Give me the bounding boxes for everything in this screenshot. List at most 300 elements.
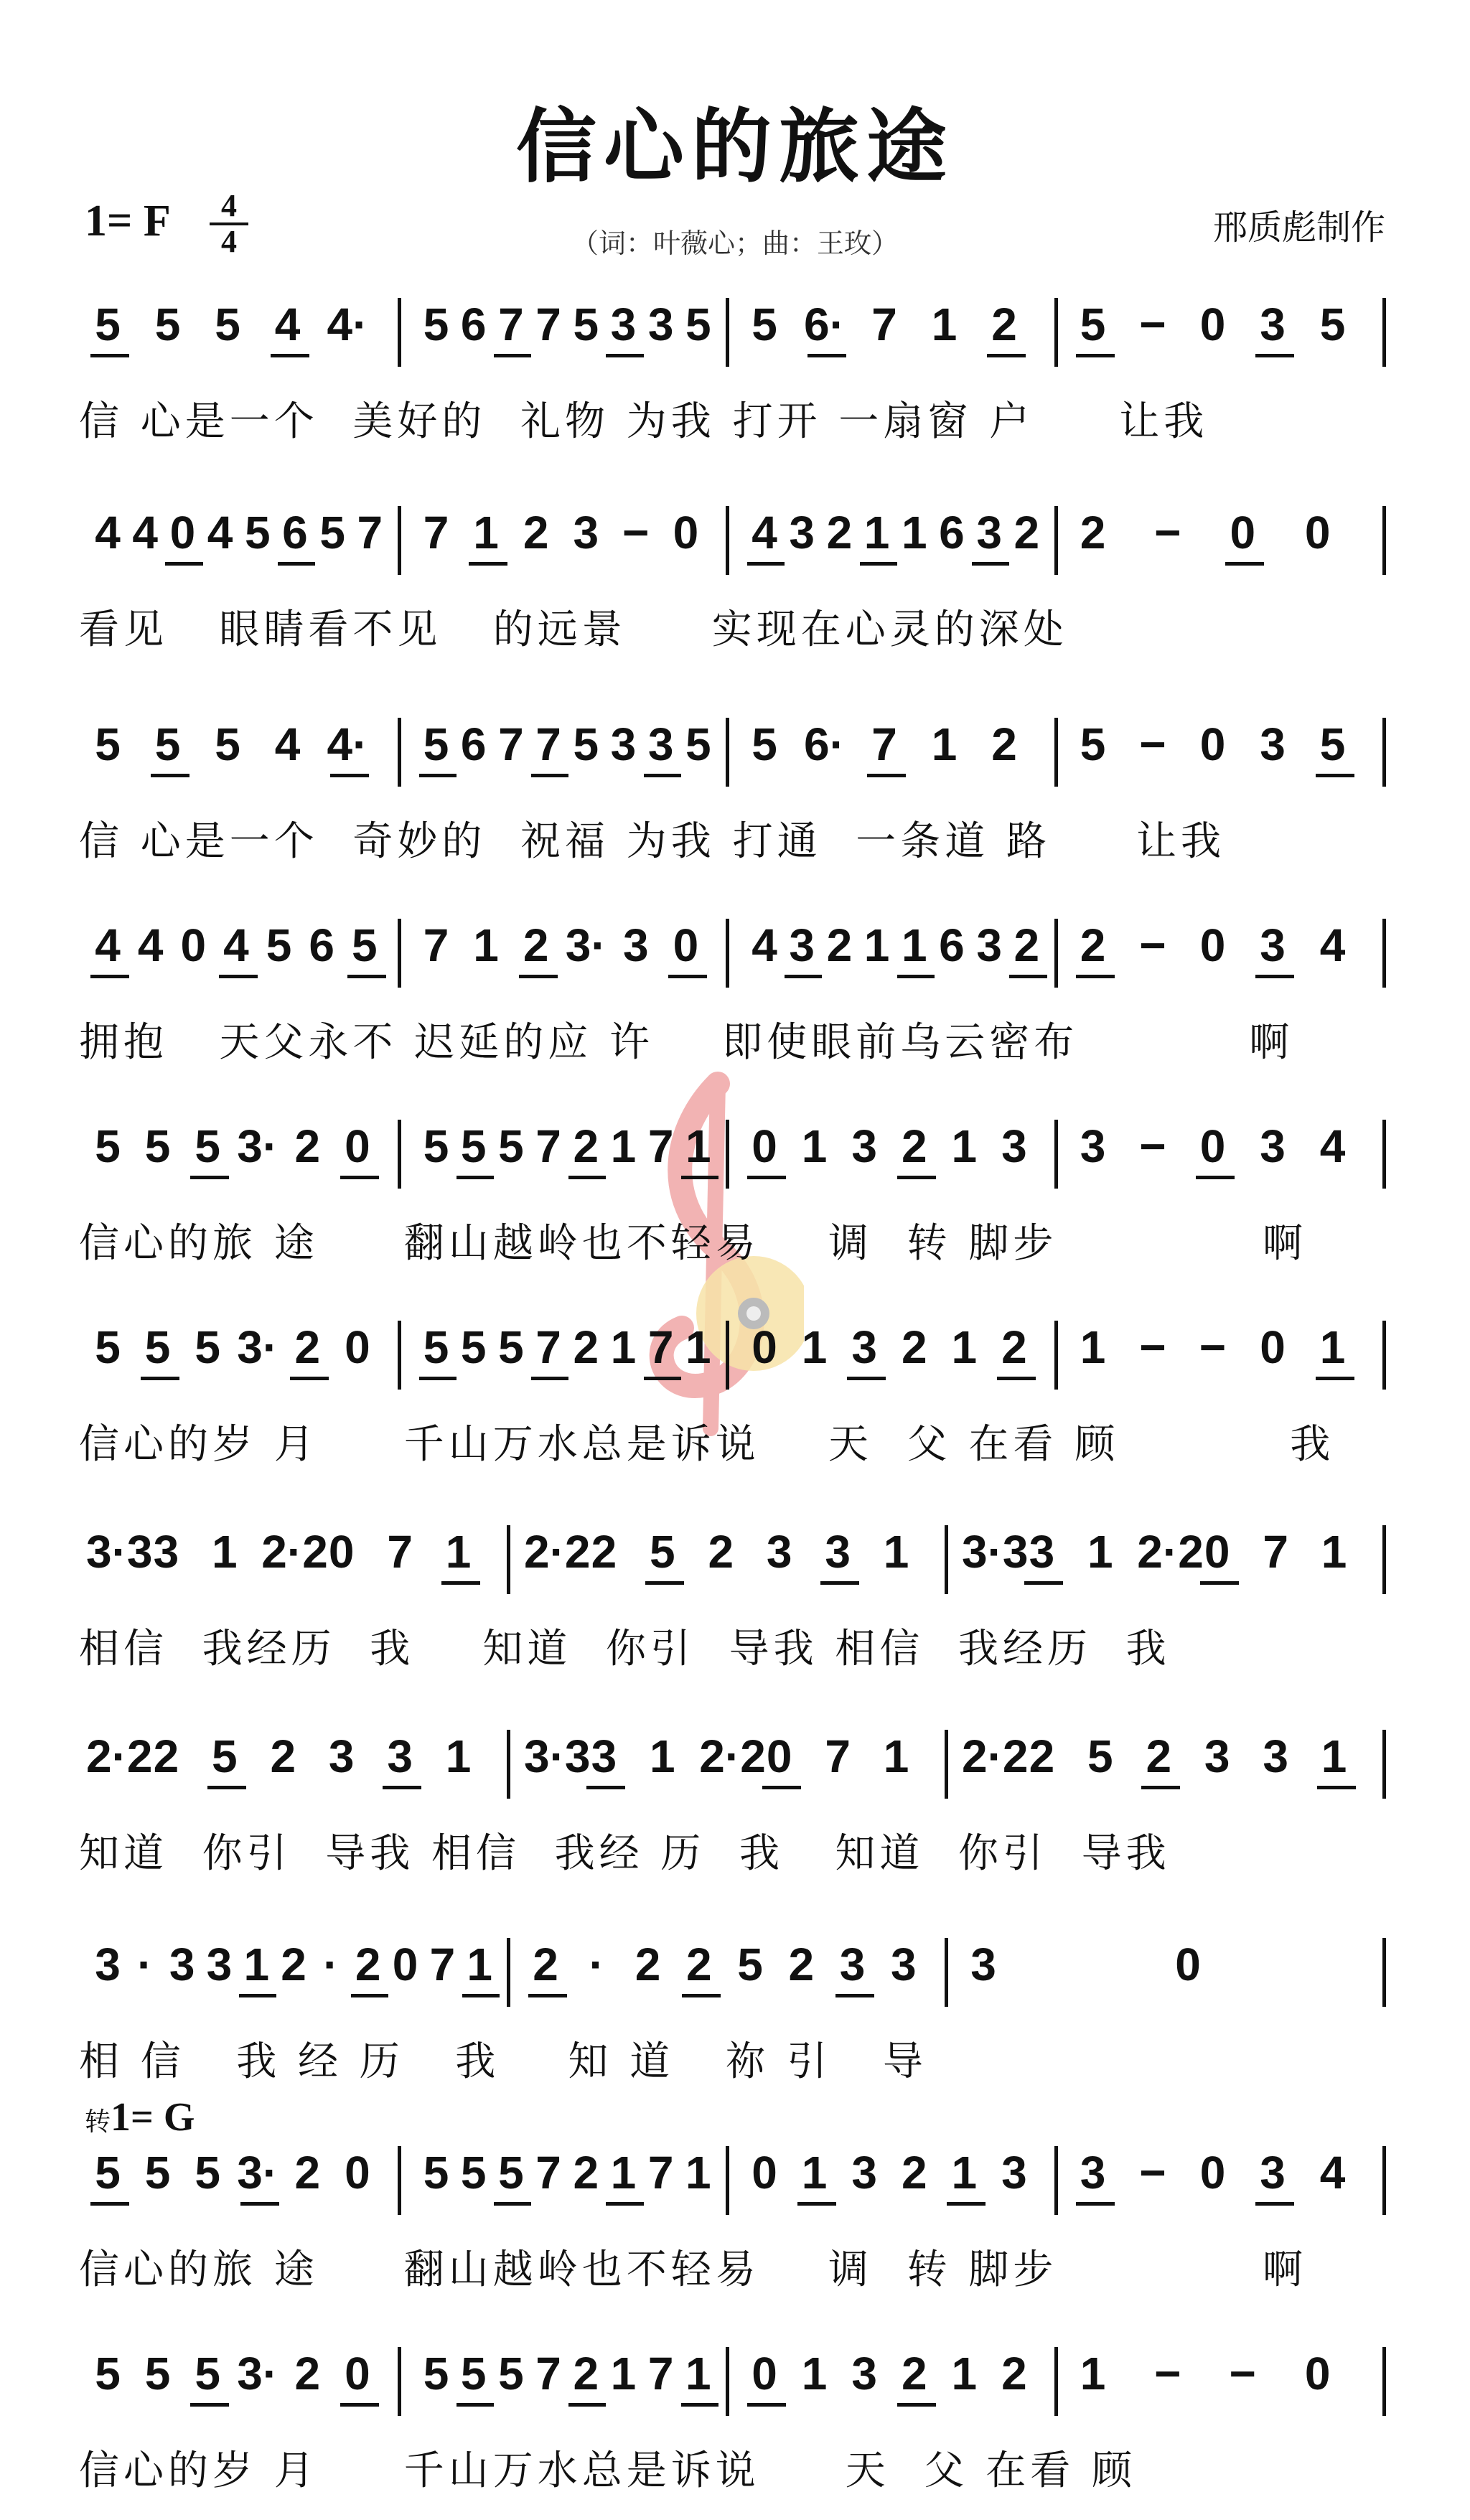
note: 3	[1260, 299, 1286, 350]
note: 5	[212, 1730, 238, 1782]
note: 0	[673, 507, 699, 558]
note: 7	[357, 507, 383, 558]
note: 1	[951, 1120, 978, 1172]
beam-underline	[1317, 1786, 1356, 1789]
barline	[398, 506, 401, 575]
note: 5	[460, 2348, 487, 2399]
note: 3	[789, 507, 815, 558]
note: 1	[1080, 2348, 1106, 2399]
note: 7	[647, 1321, 674, 1373]
note: 3	[647, 299, 674, 350]
note: 7	[535, 299, 561, 350]
lyrics-line: 相信 我经历 我 知道 你引 导我 相信 我经历 我	[79, 1626, 1171, 1672]
note: −	[1139, 299, 1166, 350]
note: 5	[266, 919, 292, 971]
note: 3	[573, 507, 599, 558]
lyrics-line: 信心的岁 月 千山万水总是诉说 天 父 在看 顾 我	[79, 1421, 1335, 1468]
barline	[1054, 1321, 1058, 1390]
note: 4·	[327, 299, 368, 350]
barline	[1382, 2146, 1386, 2215]
note: 5	[423, 299, 449, 350]
lyrics-line: 信心的岁 月 千山万水总是诉说 天 父 在看 顾	[79, 2448, 1137, 2494]
note: 3·3	[86, 1526, 153, 1578]
note: 5	[215, 299, 240, 350]
note: 1	[863, 919, 890, 971]
note: 7	[498, 299, 524, 350]
barline	[726, 1120, 729, 1189]
note: 3	[851, 2348, 877, 2399]
note: 1	[473, 507, 499, 558]
lyrics-line: 信 心是一个 奇妙的 祝福 为我 打通 一条道 路 让我	[79, 818, 1226, 865]
note: 3·	[565, 919, 607, 971]
note: 4	[1319, 1120, 1346, 1172]
note: 5	[752, 299, 777, 350]
note: 3	[1080, 1120, 1106, 1172]
note: 3	[839, 1939, 866, 1990]
barline	[945, 1938, 948, 2007]
note: 7	[647, 2147, 674, 2198]
note: 1	[650, 1730, 675, 1782]
beam-underline	[469, 562, 507, 566]
beam-underline	[462, 1994, 500, 1997]
note: 5	[423, 1321, 449, 1373]
note: 2	[270, 1730, 296, 1782]
notation-row	[79, 1938, 1400, 2024]
beam-underline	[340, 2403, 379, 2407]
notation-row	[79, 1321, 1400, 1407]
beam-underline	[240, 2202, 279, 2206]
barline	[726, 298, 729, 367]
note: 2	[294, 1321, 321, 1373]
note: 2·2	[261, 1526, 328, 1578]
barline	[507, 1525, 510, 1594]
note: 0	[1199, 2147, 1226, 2198]
note: 5	[195, 2348, 220, 2399]
note: 3	[95, 1939, 121, 1990]
note: 2	[901, 1120, 927, 1172]
note: 1	[1321, 1526, 1347, 1578]
notation-row	[79, 298, 1400, 384]
beam-underline	[645, 1581, 684, 1585]
barline	[945, 1730, 948, 1799]
note: 1	[801, 1321, 828, 1373]
note: 5	[95, 1120, 121, 1172]
beam-underline	[207, 1786, 246, 1789]
beam-underline	[1255, 354, 1294, 357]
note: 5	[144, 2348, 171, 2399]
credits: （词：叶薇心；曲：王玫）	[571, 228, 899, 259]
beam-underline	[1009, 975, 1047, 978]
notation-row	[79, 1120, 1400, 1206]
note: 3	[1001, 1120, 1027, 1172]
note: 7	[387, 1526, 413, 1578]
note: 5	[244, 507, 271, 558]
barline	[1054, 2146, 1058, 2215]
time-signature-bottom: 4	[221, 224, 237, 259]
note: 3	[1260, 2147, 1286, 2198]
note: 0	[752, 1120, 777, 1172]
note: 1	[610, 2147, 637, 2198]
barline	[1054, 506, 1058, 575]
note: 0	[345, 2147, 370, 2198]
barline	[1382, 718, 1386, 787]
barline	[726, 1321, 729, 1390]
note: 0	[328, 1526, 355, 1578]
note: 5	[498, 2348, 524, 2399]
note: 0	[1199, 299, 1226, 350]
note: 4	[95, 919, 121, 971]
note: 7	[423, 507, 449, 558]
beam-underline	[568, 1176, 606, 1179]
note: 0	[1230, 507, 1256, 558]
note: 3·	[237, 1120, 278, 1172]
beam-underline	[278, 562, 315, 566]
note: −	[1154, 507, 1181, 558]
note: 7	[647, 2348, 674, 2399]
note: 3	[789, 919, 815, 971]
note: ·	[589, 1939, 604, 1990]
note: 6	[282, 507, 308, 558]
note: 2	[788, 1939, 815, 1990]
beam-underline	[1024, 1581, 1063, 1585]
note: 1	[243, 1939, 270, 1990]
note: 7	[498, 718, 524, 770]
note: 0	[1199, 718, 1226, 770]
note: 2	[533, 1939, 558, 1990]
note: 3·	[237, 1321, 278, 1373]
beam-underline	[528, 1994, 567, 1997]
note: 4	[274, 718, 301, 770]
note: 4	[1319, 919, 1346, 971]
note: 3·	[237, 2348, 278, 2399]
note: 2	[991, 299, 1017, 350]
note: 1	[685, 2147, 711, 2198]
barline	[398, 2146, 401, 2215]
note: 1	[685, 1120, 711, 1172]
note: 5	[1080, 299, 1106, 350]
note: 1	[863, 507, 890, 558]
beam-underline	[330, 774, 369, 777]
note: 5	[685, 299, 711, 350]
barline	[1382, 1938, 1386, 2007]
note: 0	[180, 919, 207, 971]
note: 5	[573, 299, 599, 350]
note: 5	[215, 718, 240, 770]
beam-underline	[90, 354, 129, 357]
beam-underline	[606, 2202, 643, 2206]
note: 3	[610, 718, 637, 770]
lyrics-line: 信心的旅 途 翻山越岭也不轻易 调 转 脚步 啊	[79, 2247, 1308, 2293]
beam-underline	[682, 1994, 721, 1997]
beam-underline	[568, 2403, 606, 2407]
note: 3	[387, 1730, 413, 1782]
note: 2	[573, 2348, 599, 2399]
note: 7	[871, 718, 897, 770]
note: 3	[591, 1730, 617, 1782]
beam-underline	[860, 562, 897, 566]
note: 5	[752, 718, 777, 770]
note: 3·	[237, 2147, 278, 2198]
note: 3	[206, 1939, 233, 1990]
beam-underline	[644, 1377, 681, 1380]
note: 0	[1260, 1321, 1286, 1373]
note: 2	[281, 1939, 306, 1990]
note: −	[622, 507, 650, 558]
beam-underline	[820, 1581, 859, 1585]
note: 2	[523, 507, 549, 558]
notation-row	[79, 2347, 1400, 2433]
beam-underline	[90, 2202, 129, 2206]
note: 2	[573, 2147, 599, 2198]
note: 4	[223, 919, 249, 971]
note: 3·3	[962, 1526, 1029, 1578]
note: 3	[766, 1526, 792, 1578]
barline	[1382, 1525, 1386, 1594]
notation-row	[79, 506, 1400, 592]
note: 5	[95, 1321, 121, 1373]
beam-underline	[1141, 1786, 1180, 1789]
note: 3	[825, 1526, 851, 1578]
barline	[1382, 1321, 1386, 1390]
beam-underline	[867, 774, 906, 777]
note: 3	[328, 1730, 355, 1782]
note: 5	[144, 1321, 171, 1373]
note: 5	[195, 1120, 220, 1172]
note: 4	[132, 507, 158, 558]
beam-underline	[747, 2403, 786, 2407]
beam-underline	[1200, 1581, 1239, 1585]
note: 6·	[804, 718, 845, 770]
beam-underline	[897, 1176, 936, 1179]
barline	[1382, 2347, 1386, 2416]
barline	[726, 2347, 729, 2416]
note: 2	[1146, 1730, 1172, 1782]
note: 2	[1013, 919, 1040, 971]
beam-underline	[681, 2403, 718, 2407]
note: 5	[1080, 718, 1106, 770]
beam-underline	[606, 354, 643, 357]
note: 4	[1319, 2147, 1346, 2198]
barline	[1382, 1120, 1386, 1189]
note: 5	[154, 718, 181, 770]
beam-underline	[797, 2202, 836, 2206]
note: 3	[1260, 919, 1286, 971]
note: 7	[535, 718, 561, 770]
note: 3·3	[524, 1730, 591, 1782]
note: 1	[1321, 1730, 1347, 1782]
note: 5	[460, 1120, 487, 1172]
note: 0	[1204, 1526, 1230, 1578]
note: 1	[901, 507, 927, 558]
note: 7	[871, 299, 897, 350]
lyrics-line: 信心的旅 途 翻山越岭也不轻易 调 转 脚步 啊	[79, 1220, 1308, 1267]
beam-underline	[681, 1176, 718, 1179]
beam-underline	[762, 1786, 801, 1789]
note: 6	[460, 718, 487, 770]
note: 4	[137, 919, 164, 971]
beam-underline	[987, 354, 1026, 357]
beam-underline	[1255, 975, 1294, 978]
note: 2	[901, 2147, 927, 2198]
note: 2	[1001, 2348, 1027, 2399]
note: 2·2	[524, 1526, 591, 1578]
note: 3	[976, 919, 1002, 971]
note: 0	[1199, 1120, 1226, 1172]
note: −	[1199, 1321, 1227, 1373]
note: 7	[535, 2147, 561, 2198]
beam-underline	[531, 1377, 568, 1380]
note: 1	[610, 1321, 637, 1373]
note: 5	[423, 1120, 449, 1172]
key-change	[85, 2094, 195, 2140]
note: 7	[1263, 1526, 1288, 1578]
barline	[398, 2347, 401, 2416]
beam-underline	[835, 1994, 874, 1997]
note: 5	[195, 2147, 220, 2198]
beam-underline	[1196, 1176, 1235, 1179]
barline	[1382, 506, 1386, 575]
note: 1	[212, 1526, 238, 1578]
notation-row	[79, 1730, 1400, 1816]
note: 2	[826, 507, 853, 558]
note: 2·2	[962, 1730, 1029, 1782]
beam-underline	[419, 1377, 457, 1380]
beam-underline	[644, 774, 681, 777]
note: 1	[1080, 1321, 1106, 1373]
beam-underline	[531, 774, 568, 777]
beam-underline	[997, 1377, 1036, 1380]
note: 3	[1260, 718, 1286, 770]
beam-underline	[494, 2202, 531, 2206]
note: 5	[423, 718, 449, 770]
barline	[726, 718, 729, 787]
note: 1	[1319, 1321, 1346, 1373]
note: −	[1139, 718, 1166, 770]
beam-underline	[847, 1377, 886, 1380]
note: 2	[901, 1321, 927, 1373]
note: 2	[294, 2147, 321, 2198]
beam-underline	[441, 1581, 480, 1585]
beam-underline	[897, 2403, 936, 2407]
beam-underline	[972, 562, 1009, 566]
note: 0	[1199, 919, 1226, 971]
note: 3	[1080, 2147, 1106, 2198]
beam-underline	[151, 774, 189, 777]
note: 5	[460, 1321, 487, 1373]
beam-underline	[419, 774, 457, 777]
note: 5	[154, 299, 181, 350]
beam-underline	[1225, 562, 1264, 566]
barline	[726, 2146, 729, 2215]
beam-underline	[190, 2403, 229, 2407]
lyrics-line: 拥抱 天父永不 迟延的应 许 即使眼前乌云密布 啊	[79, 1019, 1294, 1066]
note: 6	[460, 299, 487, 350]
note: 0	[673, 919, 699, 971]
note: 2	[573, 1120, 599, 1172]
note: 5	[352, 919, 378, 971]
note: 5	[423, 2147, 449, 2198]
time-signature-top: 4	[221, 188, 237, 223]
beam-underline	[290, 1377, 329, 1380]
note: 0	[392, 1939, 418, 1990]
beam-underline	[807, 354, 846, 357]
note: 3	[1263, 1730, 1288, 1782]
note: 0	[752, 1321, 777, 1373]
note: 5	[460, 2147, 487, 2198]
note: −	[1139, 1321, 1166, 1373]
note: 3	[970, 1939, 996, 1990]
lyrics-line: 知道 你引 导我 相信 我经 历 我 知道 你引 导我	[79, 1830, 1171, 1877]
note: 1	[951, 1321, 978, 1373]
note: 1	[1087, 1526, 1113, 1578]
beam-underline	[747, 1176, 786, 1179]
beam-underline	[897, 975, 935, 978]
note: 1	[473, 919, 499, 971]
note: 5	[650, 1526, 675, 1578]
note: 3	[1029, 1526, 1055, 1578]
note: 4	[752, 507, 777, 558]
note: 4	[207, 507, 233, 558]
beam-underline	[1255, 2202, 1294, 2206]
note: 0	[1304, 2348, 1331, 2399]
beam-underline	[383, 1786, 421, 1789]
note: 1	[883, 1730, 909, 1782]
note: 2	[635, 1939, 661, 1990]
beam-underline	[457, 1176, 494, 1179]
note: 3	[169, 1939, 195, 1990]
note: 3	[851, 2147, 877, 2198]
barline	[726, 506, 729, 575]
note: 2	[826, 919, 853, 971]
note: 5	[144, 1120, 171, 1172]
beam-underline	[347, 975, 386, 978]
note: 6	[939, 919, 965, 971]
note: 5	[95, 718, 121, 770]
key-change-prefix: 转	[85, 2107, 111, 2137]
note: 7	[423, 919, 449, 971]
beam-underline	[90, 975, 129, 978]
beam-underline	[785, 975, 822, 978]
note: −	[1229, 2348, 1256, 2399]
note: 1	[445, 1526, 472, 1578]
note: 2·2	[86, 1730, 153, 1782]
note: 4·	[327, 718, 368, 770]
note: 0	[1175, 1939, 1201, 1990]
note: 6	[939, 507, 965, 558]
note: 4	[274, 299, 301, 350]
lyrics-line: 相 信 我 经 历 我 知 道 祢 引 导	[79, 2038, 927, 2085]
note: 3	[976, 507, 1002, 558]
beam-underline	[1076, 2202, 1115, 2206]
note: 1	[951, 2147, 978, 2198]
note: ·	[137, 1939, 153, 1990]
note: 2·2	[699, 1730, 766, 1782]
note: 6·	[804, 299, 845, 350]
note: 3	[1260, 1120, 1286, 1172]
note: 5	[95, 2348, 121, 2399]
note: 0	[752, 2147, 777, 2198]
beam-underline	[1316, 1377, 1354, 1380]
note: 5	[195, 1321, 220, 1373]
beam-underline	[1076, 354, 1115, 357]
note: 5	[1319, 299, 1346, 350]
barline	[398, 919, 401, 988]
barline	[507, 1938, 510, 2007]
beam-underline	[351, 1994, 388, 1997]
beam-underline	[519, 975, 558, 978]
beam-underline	[1076, 975, 1115, 978]
song-title: 信心的旅途	[516, 100, 954, 194]
